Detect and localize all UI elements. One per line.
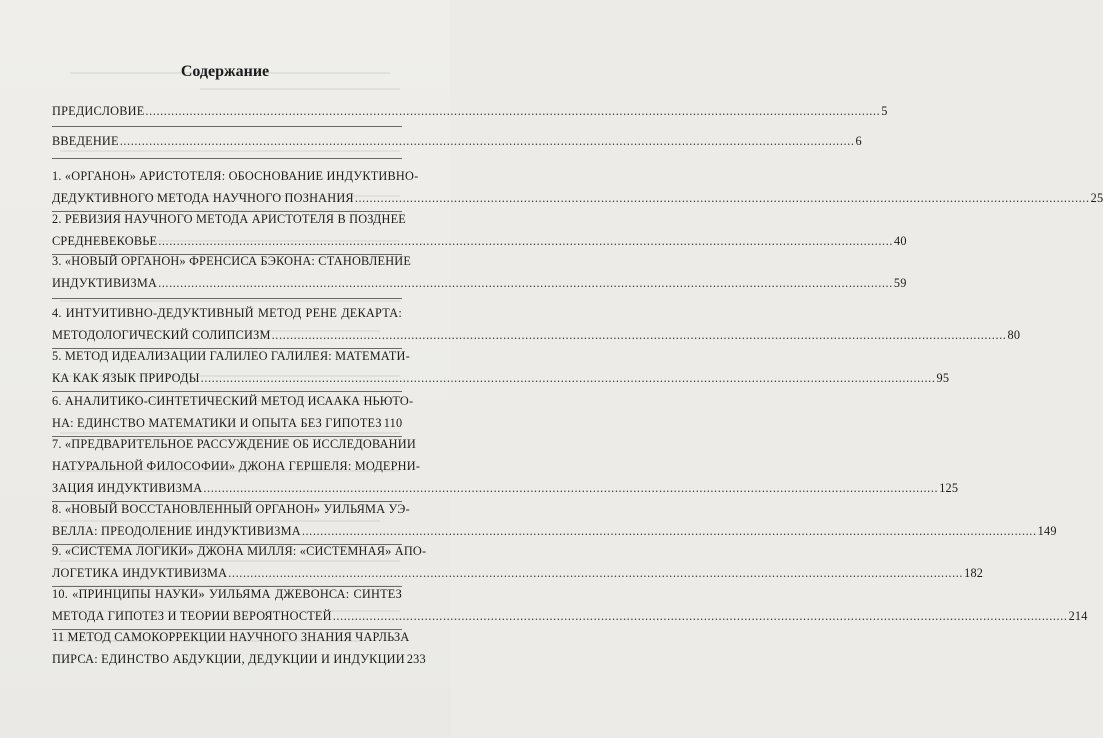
toc-entry[interactable] (52, 100, 888, 122)
toc-entry-line: 7. «ПРЕДВАРИТЕЛЬНОЕ РАССУЖДЕНИЕ ОБ ИССЛЕДОВАНИИ (52, 437, 416, 451)
toc-entry[interactable] (52, 626, 426, 670)
toc-entry-title: МЕТОДОЛОГИЧЕСКИЙ СОЛИПСИЗМ (52, 328, 271, 342)
toc-entry-last-line (52, 477, 959, 499)
toc-entry-last-line (52, 272, 907, 294)
toc-entry-title: ВВЕДЕНИЕ (52, 134, 119, 148)
toc-entry[interactable] (52, 433, 959, 499)
toc-entry-line: 9. «СИСТЕМА ЛОГИКИ» ДЖОНА МИЛЛЯ: «СИСТЕМНАЯ» АПО- (52, 544, 427, 558)
toc-page-number: 182 (964, 566, 984, 580)
toc-entry-title: ЛОГЕТИКА ИНДУКТИВИЗМА (52, 566, 228, 580)
toc-page-number: 214 (1068, 609, 1088, 623)
toc-page-number: 40 (894, 234, 907, 248)
toc-entry[interactable] (52, 130, 862, 152)
toc-page-number: 233 (406, 652, 426, 666)
toc-page-number: 149 (1037, 524, 1057, 538)
toc-entry-last-line (52, 324, 1021, 346)
toc-entry-title: ДЕДУКТИВНОГО МЕТОДА НАУЧНОГО ПОЗНАНИЯ (52, 191, 354, 205)
dot-leader: ........................................................................................................................................................................................................ (354, 191, 1090, 205)
toc-entry[interactable] (52, 345, 950, 389)
toc-entry[interactable] (52, 540, 984, 584)
toc-page-number: 110 (383, 416, 403, 430)
toc-page-number: 5 (881, 104, 888, 118)
toc-entry-last-line (52, 130, 862, 152)
entry-divider (52, 298, 402, 299)
toc-entry-last-line (52, 648, 426, 670)
toc-entry-last-line (52, 187, 1103, 209)
toc-entry-title: ВЕЛЛА: ПРЕОДОЛЕНИЕ ИНДУКТИВИЗМА (52, 524, 301, 538)
toc-entry[interactable] (52, 498, 1057, 542)
toc-page-number: 25 (1090, 191, 1103, 205)
toc-entry-title: ПИРСА: ЕДИНСТВО АБДУКЦИИ, ДЕДУКЦИИ И ИНДУКЦИИ (52, 652, 405, 666)
toc-entry-last-line (52, 605, 1088, 627)
toc-entry-line: 6. АНАЛИТИКО-СИНТЕТИЧЕСКИЙ МЕТОД ИСААКА НЬЮТО- (52, 394, 414, 408)
toc-entry-last-line (52, 367, 950, 389)
dot-leader: ........................................................................................................................................................................................................ (203, 481, 939, 495)
toc-entry-line: 2. РЕВИЗИЯ НАУЧНОГО МЕТОДА АРИСТОТЕЛЯ В ПОЗДНЕЕ (52, 212, 406, 226)
toc-page-number: 6 (855, 134, 862, 148)
toc-entry-line: НАТУРАЛЬНОЙ ФИЛОСОФИИ» ДЖОНА ГЕРШЕЛЯ: МОДЕРНИ- (52, 459, 421, 473)
dot-leader: ........................................................................................................................................................................................................ (301, 524, 1037, 538)
toc-entry-line: 4. ИНТУИТИВНО-ДЕДУКТИВНЫЙ МЕТОД РЕНЕ ДЕКАРТА: (52, 306, 402, 320)
toc-entry[interactable] (52, 208, 907, 252)
toc-entry-last-line (52, 520, 1057, 542)
toc-entry[interactable] (52, 302, 1021, 346)
toc-entry-title: КА КАК ЯЗЫК ПРИРОДЫ (52, 371, 200, 385)
toc-entry[interactable] (52, 583, 1088, 627)
toc-page-number: 80 (1007, 328, 1021, 342)
toc-entry-title: СРЕДНЕВЕКОВЬЕ (52, 234, 158, 248)
dot-leader: ........................................................................................................................................................................................................ (271, 328, 1007, 342)
toc-entry-line: 5. МЕТОД ИДЕАЛИЗАЦИИ ГАЛИЛЕО ГАЛИЛЕЯ: МАТЕМАТИ- (52, 349, 410, 363)
toc-entry-line: 1. «ОРГАНОН» АРИСТОТЕЛЯ: ОБОСНОВАНИЕ ИНДУКТИВНО- (52, 169, 419, 183)
toc-entry-line: 10. «ПРИНЦИПЫ НАУКИ» УИЛЬЯМА ДЖЕВОНСА: СИНТЕЗ (52, 587, 402, 601)
toc-entry[interactable] (52, 165, 1103, 209)
toc-page-number: 95 (936, 371, 950, 385)
toc-page-number: 59 (893, 276, 907, 290)
dot-leader: ........................................................................................................................................................................................................ (228, 566, 964, 580)
toc-entry-title: ИНДУКТИВИЗМА (52, 276, 158, 290)
dot-leader: ........................................................................................................................................................................................................ (200, 371, 936, 385)
dot-leader: ........................................................................................................................................................................................................ (158, 276, 893, 290)
dot-leader: ........................................................................................................................................................................................................ (158, 234, 894, 248)
toc-entry-line: 8. «НОВЫЙ ВОССТАНОВЛЕННЫЙ ОРГАНОН» УИЛЬЯМА УЭ- (52, 502, 410, 516)
toc-entry-last-line (52, 412, 402, 434)
toc-entry-line: 3. «НОВЫЙ ОРГАНОН» ФРЕНСИСА БЭКОНА: СТАНОВЛЕНИЕ (52, 254, 412, 268)
toc-entry-title: НА: ЕДИНСТВО МАТЕМАТИКИ И ОПЫТА БЕЗ ГИПОТЕЗ (52, 416, 382, 430)
entry-divider (52, 126, 402, 127)
dot-leader: ........................................................................................................................................................................................................ (145, 104, 881, 118)
toc-entry-last-line (52, 562, 984, 584)
toc-entry-title: ЗАЦИЯ ИНДУКТИВИЗМА (52, 481, 203, 495)
toc-entry-last-line (52, 230, 907, 252)
toc-entry-last-line (52, 100, 888, 122)
dot-leader: ........................................................................................................................................................................................................ (119, 134, 855, 148)
dot-leader: ........................................................................................................................................................................................................ (332, 609, 1068, 623)
toc-entry-title: МЕТОДА ГИПОТЕЗ И ТЕОРИИ ВЕРОЯТНОСТЕЙ (52, 609, 332, 623)
toc-entry-title: ПРЕДИСЛОВИЕ (52, 104, 145, 118)
contents-title: Содержание (180, 63, 270, 80)
toc-entry[interactable] (52, 390, 414, 434)
toc-page-number: 125 (939, 481, 959, 495)
toc-entry-line: 11 МЕТОД САМОКОРРЕКЦИИ НАУЧНОГО ЗНАНИЯ ЧАРЛЬЗА (52, 630, 410, 644)
toc-entry[interactable] (52, 250, 907, 294)
entry-divider (52, 158, 402, 159)
